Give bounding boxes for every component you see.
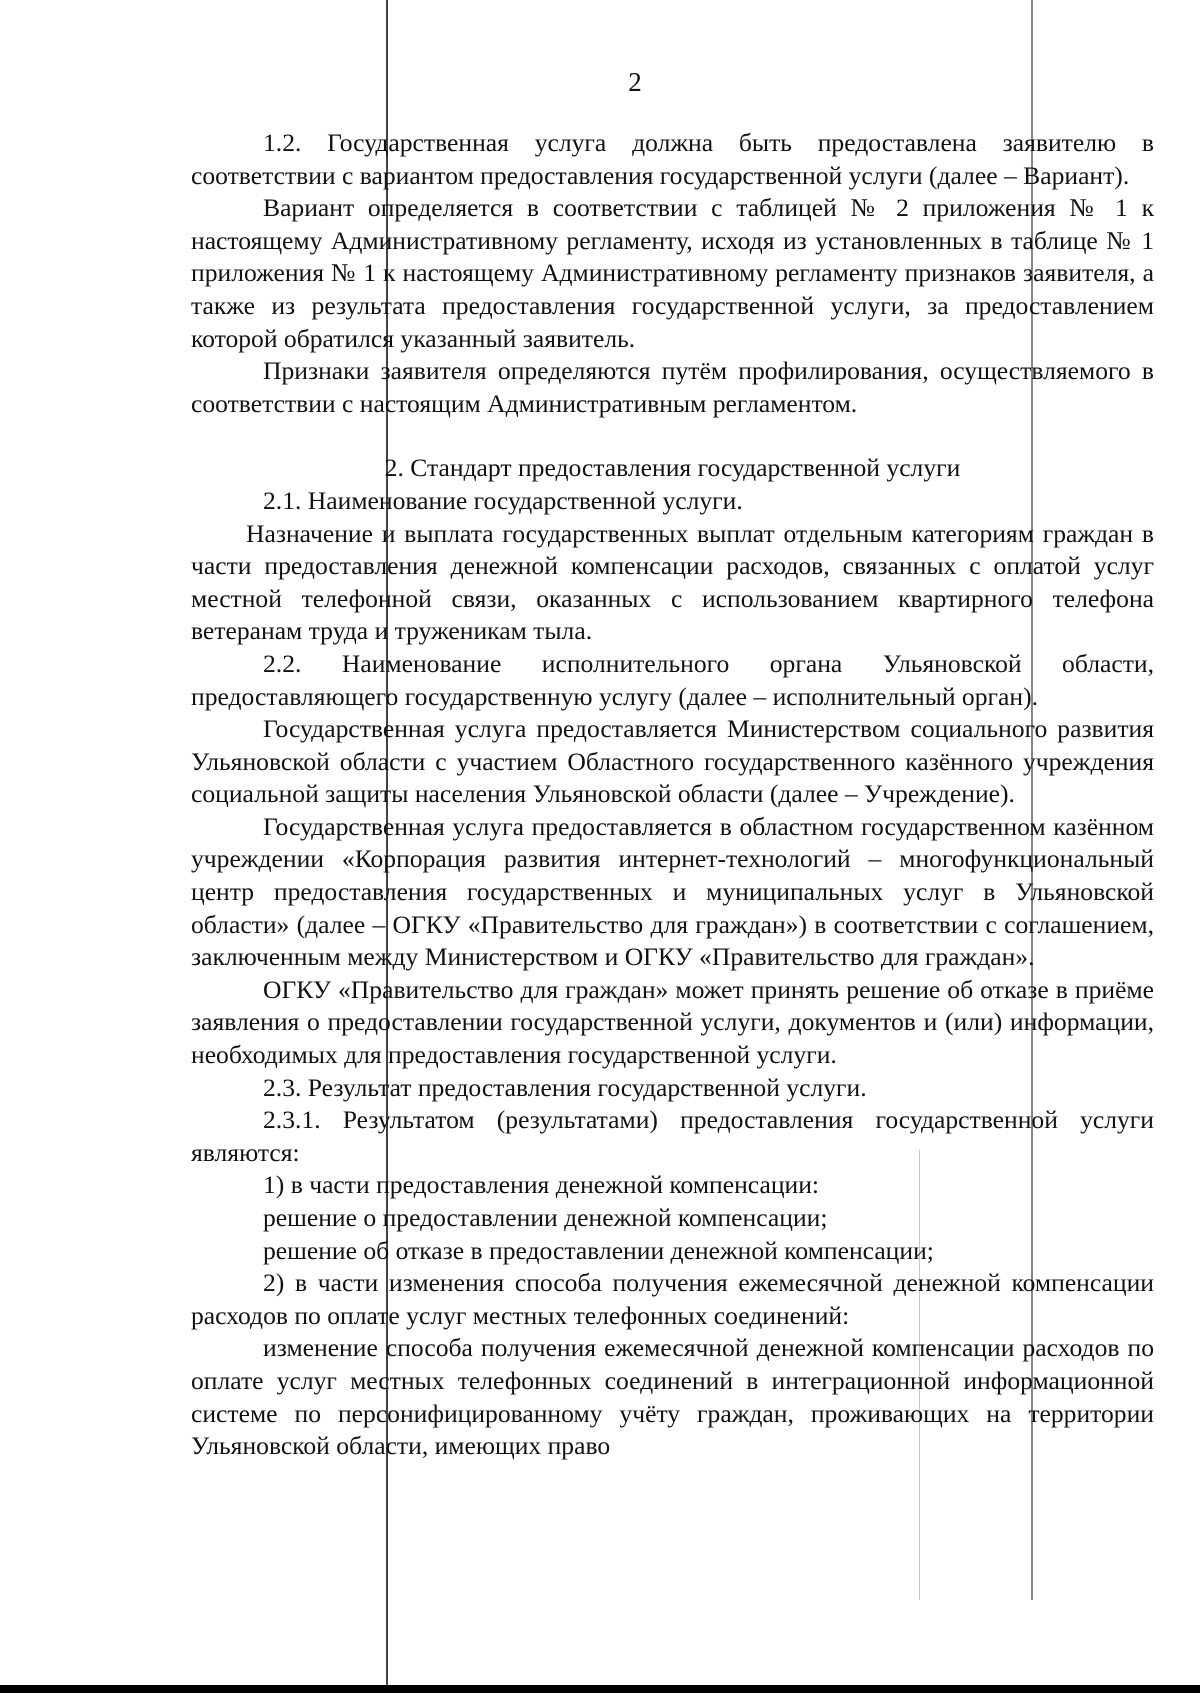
list-item-1-a: решение о предоставлении денежной компенсации; xyxy=(263,1203,828,1232)
document-body xyxy=(191,127,1154,1463)
paragraph-2-3: 2.3. Результат предоставления государственной услуги. xyxy=(263,1072,867,1102)
list-item-2: 2) в части изменения способа получения ежемесячной денежной компенсации расходов по оплате услуг местных телефонных соединений: xyxy=(191,1268,1154,1330)
paragraph-mfc: Государственная услуга предоставляется в областном государственном казённом учреждении «Корпорация развития интернет-технологий – многофункциональный центр предоставления государственных и муниципальных услуг в Ульяновской области» (далее – ОГКУ «Правительство для граждан») в соответствии с соглашением, заключенным между Министерством и ОГКУ «Правительство для граждан». xyxy=(191,811,1154,972)
paragraph-2-2: 2.2. Наименование исполнительного органа Ульяновской области, предоставляющего государственную услугу (далее – исполнительный орган). xyxy=(191,648,1154,711)
paragraph-signs: Признаки заявителя определяются путём профилирования, осуществляемого в соответствии с настоящим Административным регламентом. xyxy=(191,356,1154,418)
paragraph-2-1: 2.1. Наименование государственной услуги. xyxy=(263,485,743,515)
paragraph-2-3-1: 2.3.1. Результатом (результатами) предоставления государственной услуги являются: xyxy=(191,1105,1154,1167)
paragraph-variant: Вариант определяется в соответствии с таблицей № 2 приложения № 1 к настоящему Административному регламенту, исходя из установленных в таблице № 1 приложения № 1 к настоящему Административному регламенту признаков заявителя, а также из результата предоставления государственной услуги, за предоставлением которой обратился указанный заявитель. xyxy=(191,193,1154,353)
list-item-1: 1) в части предоставления денежной компенсации: xyxy=(263,1170,820,1200)
section-gap xyxy=(191,420,1154,452)
page-number: 2 xyxy=(628,67,642,97)
section-heading: 2. Стандарт предоставления государственной услуги xyxy=(384,453,961,483)
list-item-2-a: изменение способа получения ежемесячной денежной компенсации расходов по оплате услуг местных телефонных соединений в интеграционной информационной системе по персонифицированному учёту граждан, проживающих на территории Ульяновской области, имеющих право xyxy=(191,1333,1154,1461)
list-item-1-b: решение об отказе в предоставлении денежной компенсации; xyxy=(263,1235,934,1265)
paragraph-1-2: 1.2. Государственная услуга должна быть предоставлена заявителю в соответствии с вариантом предоставления государственной услуги (далее – Вариант). xyxy=(191,128,1154,190)
scan-bottom-border xyxy=(0,1685,1200,1693)
paragraph-service-name: Назначение и выплата государственных выплат отдельным категориям граждан в части предоставления денежной компенсации расходов, связанных с оплатой услуг местной телефонной связи, оказанных с использованием квартирного телефона ветеранам труда и труженикам тыла. xyxy=(191,518,1154,646)
paragraph-refusal: ОГКУ «Правительство для граждан» может принять решение об отказе в приёме заявления о предоставлении государственной услуги, документов и (или) информации, необходимых для предоставления государственной услуги. xyxy=(191,974,1154,1070)
paragraph-ministry: Государственная услуга предоставляется Министерством социального развития Ульяновской области с участием Областного государственного казённого учреждения социальной защиты населения Ульяновской области (далее – Учреждение). xyxy=(191,714,1154,809)
